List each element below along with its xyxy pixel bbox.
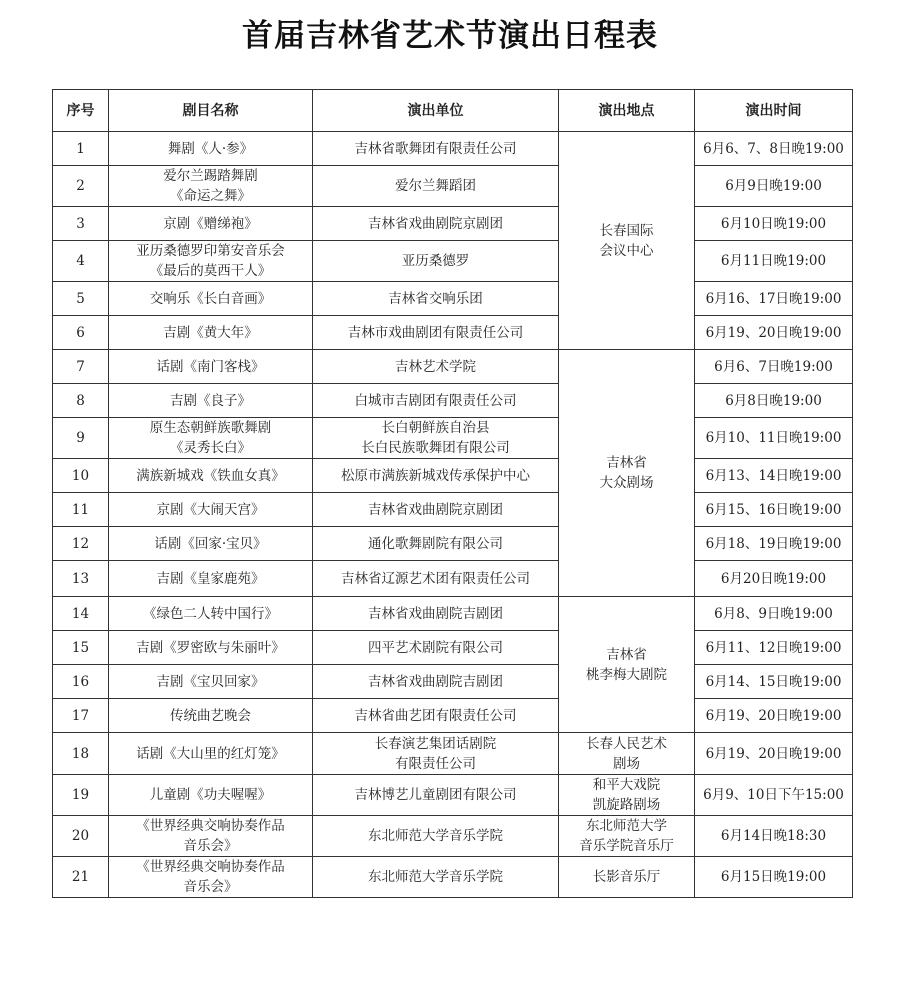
row-number: 16	[53, 665, 109, 699]
performance-time: 6月19、20日晚19:00	[695, 316, 853, 350]
program-name: 《绿色二人转中国行》	[109, 597, 313, 631]
table-row	[53, 459, 853, 493]
program-name: 儿童剧《功夫喔喔》	[109, 775, 313, 816]
performance-time: 6月11日晚19:00	[695, 241, 853, 282]
performance-time: 6月16、17日晚19:00	[695, 282, 853, 316]
row-number: 8	[53, 384, 109, 418]
table-row	[53, 561, 853, 597]
performer-unit: 白城市吉剧团有限责任公司	[313, 384, 559, 418]
performer-unit: 吉林省戏曲剧院吉剧团	[313, 597, 559, 631]
performance-time: 6月6、7日晚19:00	[695, 350, 853, 384]
performer-unit: 吉林省戏曲剧院京剧团	[313, 207, 559, 241]
performance-time: 6月9、10日下午15:00	[695, 775, 853, 816]
table-row	[53, 207, 853, 241]
row-number: 18	[53, 733, 109, 775]
row-number: 15	[53, 631, 109, 665]
program-name: 传统曲艺晚会	[109, 699, 313, 733]
header-program-name: 剧目名称	[109, 90, 313, 132]
program-name: 话剧《大山里的红灯笼》	[109, 733, 313, 775]
program-name: 交响乐《长白音画》	[109, 282, 313, 316]
venue-cell: 和平大戏院 凯旋路剧场	[559, 775, 695, 816]
row-number: 2	[53, 166, 109, 207]
header-time: 演出时间	[695, 90, 853, 132]
performer-unit: 亚历桑德罗	[313, 241, 559, 282]
venue-cell: 吉林省 桃李梅大剧院	[559, 597, 695, 733]
row-number: 17	[53, 699, 109, 733]
performer-unit: 松原市满族新城戏传承保护中心	[313, 459, 559, 493]
performer-unit: 吉林省戏曲剧院吉剧团	[313, 665, 559, 699]
table-row	[53, 816, 853, 857]
performance-time: 6月15、16日晚19:00	[695, 493, 853, 527]
program-name: 《世界经典交响协奏作品 音乐会》	[109, 816, 313, 857]
table-row	[53, 384, 853, 418]
performance-time: 6月10、11日晚19:00	[695, 418, 853, 459]
performance-time: 6月18、19日晚19:00	[695, 527, 853, 561]
table-row	[53, 493, 853, 527]
table-header-row	[53, 90, 853, 132]
performer-unit: 爱尔兰舞蹈团	[313, 166, 559, 207]
performer-unit: 吉林市戏曲剧团有限责任公司	[313, 316, 559, 350]
performance-time: 6月8、9日晚19:00	[695, 597, 853, 631]
program-name: 京剧《大闹天宫》	[109, 493, 313, 527]
performance-time: 6月9日晚19:00	[695, 166, 853, 207]
program-name: 吉剧《皇家鹿苑》	[109, 561, 313, 597]
performance-time: 6月10日晚19:00	[695, 207, 853, 241]
program-name: 吉剧《良子》	[109, 384, 313, 418]
row-number: 6	[53, 316, 109, 350]
table-row	[53, 733, 853, 775]
row-number: 5	[53, 282, 109, 316]
program-name: 舞剧《人·参》	[109, 132, 313, 166]
performance-time: 6月13、14日晚19:00	[695, 459, 853, 493]
table-row	[53, 241, 853, 282]
table-row	[53, 132, 853, 166]
table-row	[53, 418, 853, 459]
performer-unit: 吉林省歌舞团有限责任公司	[313, 132, 559, 166]
performance-time: 6月19、20日晚19:00	[695, 699, 853, 733]
performance-time: 6月15日晚19:00	[695, 857, 853, 898]
program-name: 京剧《赠绨袍》	[109, 207, 313, 241]
performer-unit: 吉林省交响乐团	[313, 282, 559, 316]
row-number: 9	[53, 418, 109, 459]
program-name: 《世界经典交响协奏作品 音乐会》	[109, 857, 313, 898]
program-name: 爱尔兰踢踏舞剧 《命运之舞》	[109, 166, 313, 207]
performer-unit: 长春演艺集团话剧院 有限责任公司	[313, 733, 559, 775]
table-row	[53, 316, 853, 350]
row-number: 20	[53, 816, 109, 857]
program-name: 吉剧《黄大年》	[109, 316, 313, 350]
table-row	[53, 282, 853, 316]
program-name: 话剧《南门客栈》	[109, 350, 313, 384]
page-title: 首届吉林省艺术节演出日程表	[242, 18, 658, 54]
table-row	[53, 699, 853, 733]
performance-time: 6月14、15日晚19:00	[695, 665, 853, 699]
header-performer: 演出单位	[313, 90, 559, 132]
performer-unit: 吉林省曲艺团有限责任公司	[313, 699, 559, 733]
table-row	[53, 350, 853, 384]
schedule-table	[52, 89, 853, 898]
header-number: 序号	[53, 90, 109, 132]
venue-cell: 吉林省 大众剧场	[559, 350, 695, 597]
performance-time: 6月14日晚18:30	[695, 816, 853, 857]
row-number: 4	[53, 241, 109, 282]
performance-time: 6月11、12日晚19:00	[695, 631, 853, 665]
table-row	[53, 857, 853, 898]
header-venue: 演出地点	[559, 90, 695, 132]
row-number: 21	[53, 857, 109, 898]
venue-cell: 长春人民艺术 剧场	[559, 733, 695, 775]
performance-time: 6月19、20日晚19:00	[695, 733, 853, 775]
table-row	[53, 631, 853, 665]
program-name: 吉剧《宝贝回家》	[109, 665, 313, 699]
performer-unit: 东北师范大学音乐学院	[313, 816, 559, 857]
program-name: 话剧《回家·宝贝》	[109, 527, 313, 561]
performer-unit: 通化歌舞剧院有限公司	[313, 527, 559, 561]
row-number: 10	[53, 459, 109, 493]
row-number: 12	[53, 527, 109, 561]
venue-cell: 东北师范大学 音乐学院音乐厅	[559, 816, 695, 857]
performer-unit: 吉林博艺儿童剧团有限公司	[313, 775, 559, 816]
table-row	[53, 775, 853, 816]
row-number: 1	[53, 132, 109, 166]
performer-unit: 长白朝鲜族自治县 长白民族歌舞团有限公司	[313, 418, 559, 459]
performer-unit: 吉林艺术学院	[313, 350, 559, 384]
venue-cell: 长影音乐厅	[559, 857, 695, 898]
row-number: 3	[53, 207, 109, 241]
table-row	[53, 597, 853, 631]
performer-unit: 吉林省戏曲剧院京剧团	[313, 493, 559, 527]
row-number: 7	[53, 350, 109, 384]
program-name: 吉剧《罗密欧与朱丽叶》	[109, 631, 313, 665]
performer-unit: 吉林省辽源艺术团有限责任公司	[313, 561, 559, 597]
row-number: 14	[53, 597, 109, 631]
venue-cell: 长春国际 会议中心	[559, 132, 695, 350]
table-row	[53, 166, 853, 207]
program-name: 满族新城戏《铁血女真》	[109, 459, 313, 493]
row-number: 13	[53, 561, 109, 597]
row-number: 11	[53, 493, 109, 527]
performer-unit: 四平艺术剧院有限公司	[313, 631, 559, 665]
program-name: 原生态朝鲜族歌舞剧 《灵秀长白》	[109, 418, 313, 459]
performance-time: 6月6、7、8日晚19:00	[695, 132, 853, 166]
table-row	[53, 527, 853, 561]
performance-time: 6月20日晚19:00	[695, 561, 853, 597]
row-number: 19	[53, 775, 109, 816]
table-row	[53, 665, 853, 699]
performer-unit: 东北师范大学音乐学院	[313, 857, 559, 898]
performance-time: 6月8日晚19:00	[695, 384, 853, 418]
program-name: 亚历桑德罗印第安音乐会 《最后的莫西干人》	[109, 241, 313, 282]
